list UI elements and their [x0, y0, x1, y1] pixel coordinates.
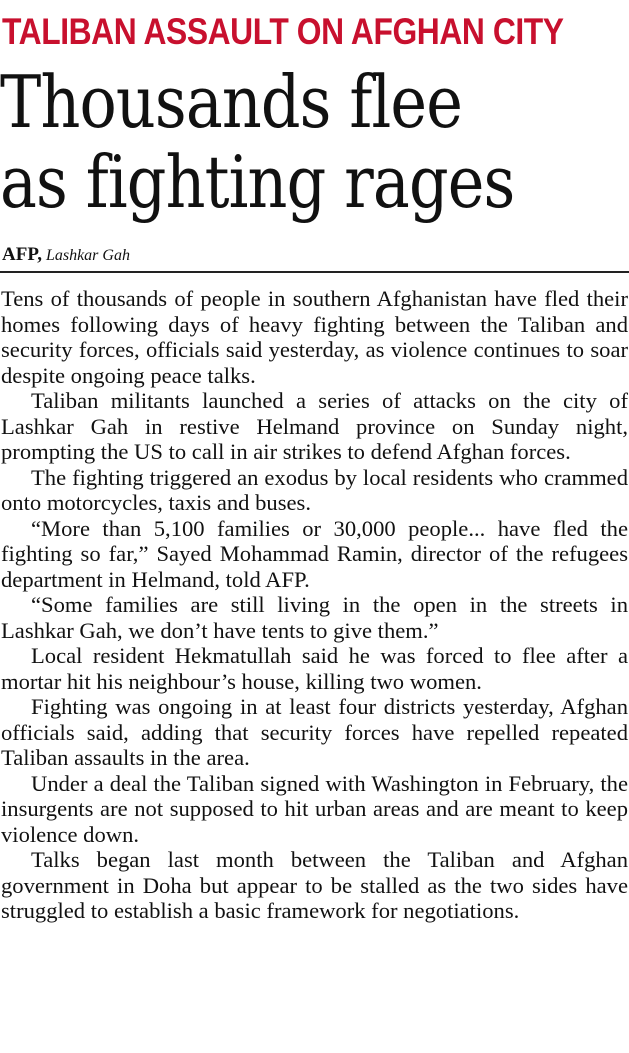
article-paragraph-8: Under a deal the Taliban signed with Washington in February, the insurgents are not supposed to hit urban areas and are meant to keep violence down.: [1, 770, 628, 847]
article-kicker: TALIBAN ASSAULT ON AFGHAN CITY: [2, 11, 564, 52]
article-paragraph-7: Fighting was ongoing in at least four districts yesterday, Afghan officials said, adding that security forces have repelled repeated Taliban assaults in the area.: [1, 694, 628, 770]
byline-agency: AFP,: [2, 244, 42, 265]
article-body: [1, 286, 628, 924]
headline-line-2: as fighting rages: [0, 140, 515, 224]
byline-place: Lashkar Gah: [45, 247, 130, 264]
headline-line-1: Thousands flee: [0, 60, 462, 144]
article-paragraph-3: The fighting triggered an exodus by local residents who crammed onto motorcycles, taxis and buses.: [1, 464, 628, 515]
article-paragraph-6: Local resident Hekmatullah said he was forced to flee after a mortar hit his neighbour’s house, killing two women.: [1, 643, 628, 694]
article-paragraph-9: Talks began last month between the Taliban and Afghan government in Doha but appear to be stalled as the two sides have struggled to establish a basic framework for negotiations.: [1, 847, 628, 923]
article-headline: [0, 62, 541, 222]
article-paragraph-2: Taliban militants launched a series of attacks on the city of Lashkar Gah in restive Helmand province on Sunday night, prompting the US to call in air strikes to defend Afghan forces.: [1, 388, 628, 464]
byline-divider: [0, 271, 629, 273]
byline: [2, 242, 130, 269]
article-paragraph-4: “More than 5,100 families or 30,000 people... have fled the fighting so far,” Sayed Mohammad Ramin, director of the refugees department in Helmand, told AFP.: [1, 515, 628, 592]
article-paragraph-5: “Some families are still living in the open in the streets in Lashkar Gah, we don’t have tents to give them.”: [1, 592, 628, 643]
article-paragraph-1: Tens of thousands of people in southern Afghanistan have fled their homes following days of heavy fighting between the Taliban and security forces, officials said yesterday, as violence continues to soar despite ongoing peace talks.: [1, 286, 628, 388]
